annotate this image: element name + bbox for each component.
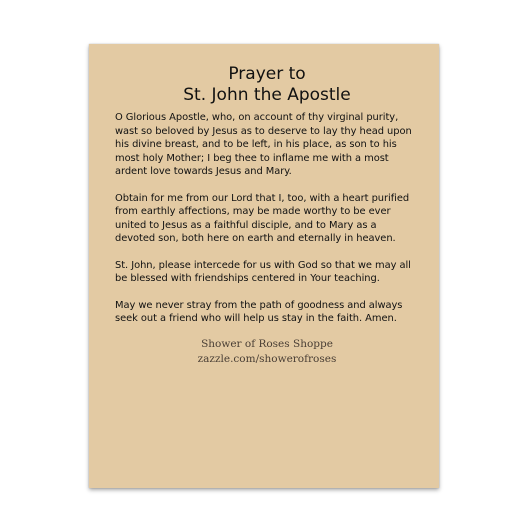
title-line-2: St. John the Apostle: [183, 85, 351, 105]
prayer-paragraph-2: Obtain for me from our Lord that I, too, with a heart purified from earthly affections, may be made worthy to be ever united to Jesus as a faithful disciple, and to Mary as a devoted son, both here on earth and eternally in heaven.: [115, 192, 410, 244]
prayer-paragraph-1: O Glorious Apostle, who, on account of thy virginal purity, wast so beloved by Jesus as to deserve to lay thy head upon his divine breast, and to be left, in his place, as son to his most holy Mother; I beg thee to inflame me with a most ardent love towards Jesus and Mary.: [115, 112, 412, 177]
footer-url: zazzle.com/showerofroses: [197, 352, 337, 365]
prayer-paragraph-3: St. John, please intercede for us with God so that we may all be blessed with friendships centered in Your teaching.: [115, 259, 411, 284]
card-footer: [115, 337, 419, 367]
prayer-card: [89, 44, 439, 488]
card-title: [115, 64, 419, 106]
prayer-paragraph-4: May we never stray from the path of goodness and always seek out a friend who will help us stay in the faith. Amen.: [115, 299, 403, 324]
title-line-1: Prayer to: [228, 64, 306, 84]
footer-shop-name: Shower of Roses Shoppe: [201, 337, 333, 350]
